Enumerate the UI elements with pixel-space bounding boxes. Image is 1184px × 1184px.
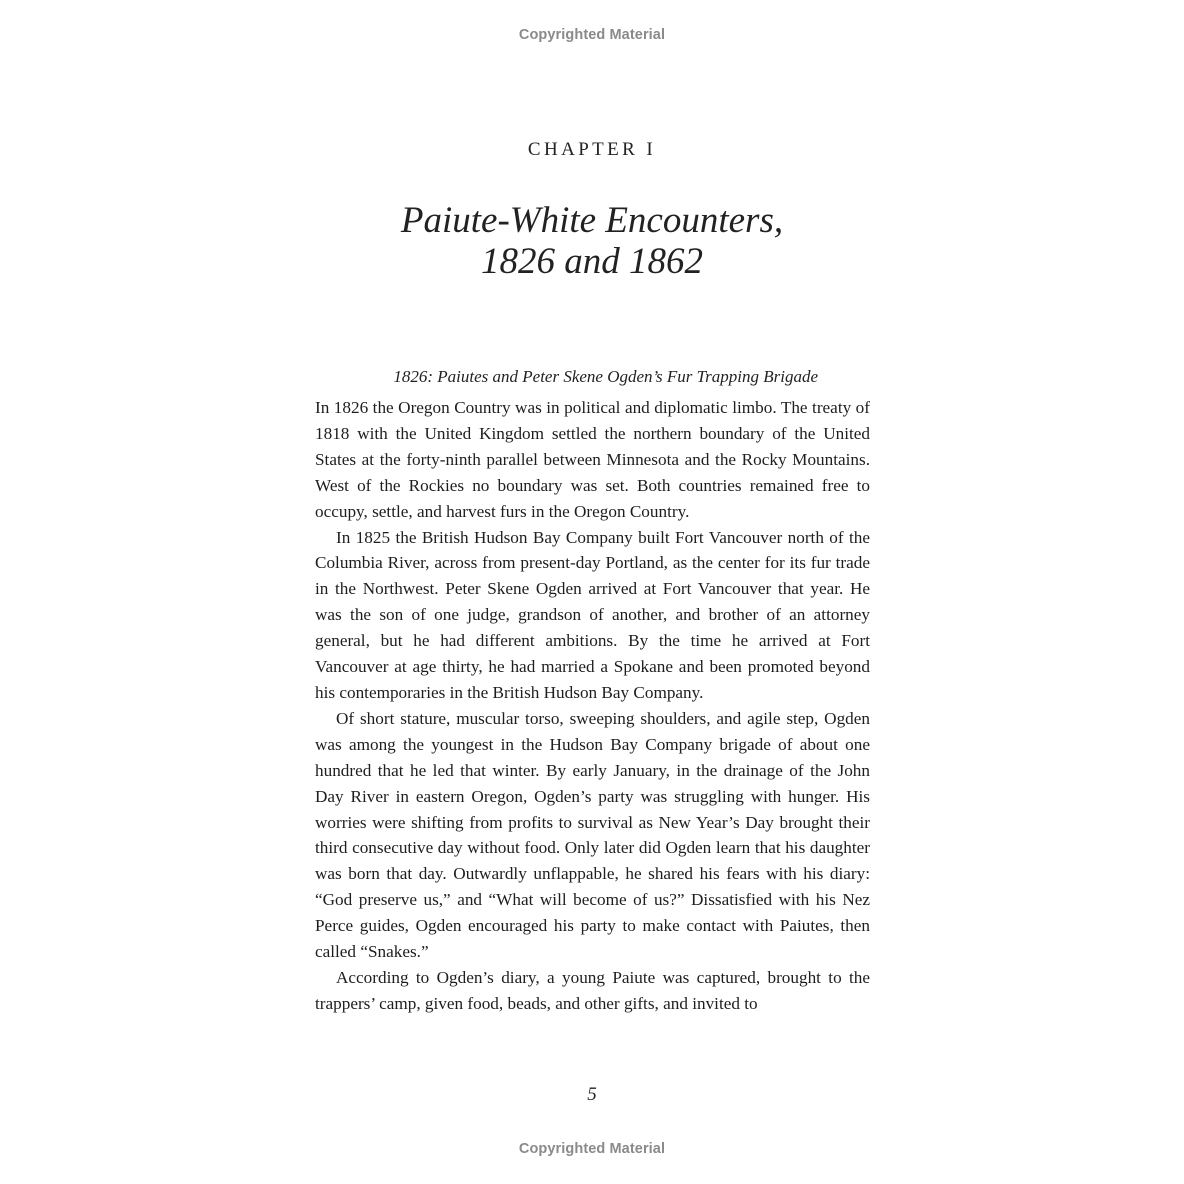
body-text <box>315 395 870 1017</box>
page-number: 5 <box>587 1084 597 1105</box>
paragraph: In 1826 the Oregon Country was in political and diplomatic limbo. The treaty of 1818 with the United Kingdom settled the northern boundary of the United States at the forty-ninth parallel between Minnesota and the Rocky Mountains. West of the Rockies no boundary was set. Both countries remained free to occupy, settle, and harvest furs in the Oregon Country. <box>315 398 870 521</box>
chapter-title <box>0 200 1184 282</box>
chapter-label: CHAPTER I <box>527 139 657 160</box>
chapter-title-line-1: Paiute-White Encounters, <box>400 200 784 241</box>
paragraph: According to Ogden’s diary, a young Paiute was captured, brought to the trappers’ camp, given food, beads, and other gifts, and invited to <box>315 967 870 1013</box>
paragraph: In 1825 the British Hudson Bay Company built Fort Vancouver north of the Columbia River, across from present-day Portland, as the center for its fur trade in the Northwest. Peter Skene Ogden arrived at Fort Vancouver that year. He was the son of one judge, grandson of another, and brother of an attorney general, but he had different ambitions. By the time he arrived at Fort Vancouver at age thirty, he had married a Spokane and been promoted beyond his contemporaries in the British Hudson Bay Company. <box>315 527 870 702</box>
copyright-watermark-top: Copyrighted Material <box>518 27 666 43</box>
paragraph: Of short stature, muscular torso, sweeping shoulders, and agile step, Ogden was among the youngest in the Hudson Bay Company brigade of about one hundred that he led that winter. By early January, in the drainage of the John Day River in eastern Oregon, Ogden’s party was struggling with hunger. His worries were shifting from profits to survival as New Year’s Day brought their third consecutive day without food. Only later did Ogden learn that his daughter was born that day. Outwardly unflappable, he shared his fears with his diary: “God preserve us,” and “What will become of us?” Dissatisfied with his Nez Perce guides, Ogden encouraged his party to make contact with Paiutes, then called “Snakes.” <box>315 708 870 962</box>
chapter-title-line-2: 1826 and 1862 <box>481 241 703 282</box>
section-heading: 1826: Paiutes and Peter Skene Ogden’s Fur Trapping Brigade <box>393 367 818 386</box>
copyright-watermark-bottom: Copyrighted Material <box>518 1141 666 1157</box>
